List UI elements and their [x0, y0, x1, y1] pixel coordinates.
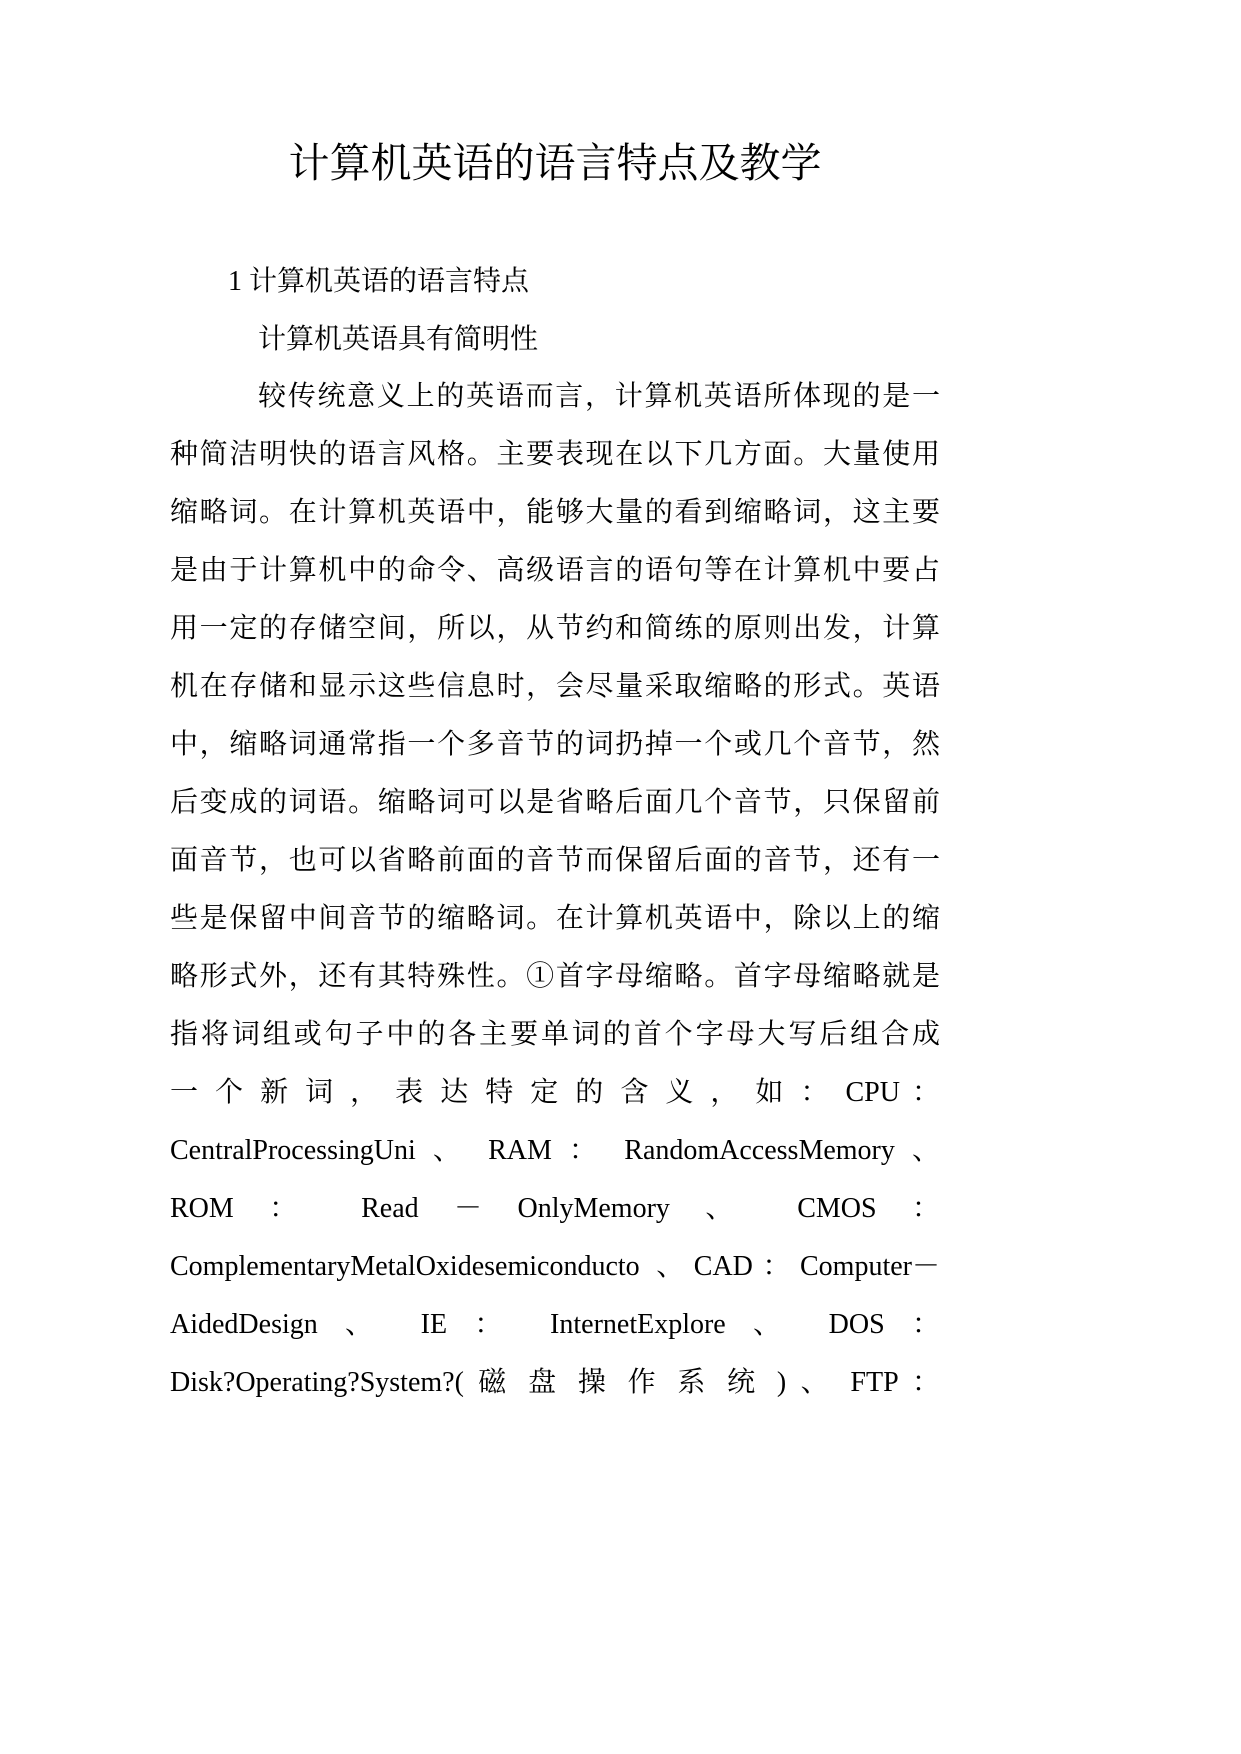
- paragraph-line-text: 面音节，也可以省略前面的音节而保留后面的音节，还有一: [170, 845, 940, 876]
- paragraph-line-text: 一 个 新 词 ， 表 达 特 定 的 含 义 ， 如 ： CPU ：: [170, 1077, 940, 1108]
- paragraph-line: [170, 1354, 940, 1412]
- paragraph-line-text: 后变成的词语。缩略词可以是省略后面几个音节，只保留前: [170, 787, 940, 818]
- paragraph-line-text: 用一定的存储空间，所以，从节约和简练的原则出发，计算: [170, 613, 940, 644]
- paragraph-line: [170, 1006, 940, 1064]
- paragraph-line-text: ROM ： Read － OnlyMemory 、 CMOS ：: [170, 1193, 940, 1224]
- paragraph-line-text: AidedDesign 、 IE ： InternetExplore 、 DOS ：: [170, 1309, 940, 1340]
- paragraph-line: [170, 774, 940, 832]
- section-heading: 1 计算机英语的语言特点: [228, 266, 530, 297]
- paragraph-line-text: CentralProcessingUni 、 RAM ： RandomAccessMemory 、: [170, 1135, 940, 1166]
- paragraph-line: [170, 890, 940, 948]
- paragraph-line-text: 是由于计算机中的命令、高级语言的语句等在计算机中要占: [170, 555, 940, 586]
- paragraph-line: [170, 1064, 940, 1122]
- paragraph-line-text: 缩略词。在计算机英语中，能够大量的看到缩略词，这主要: [170, 497, 940, 528]
- paragraph-line: [170, 1122, 940, 1180]
- paragraph-line: [170, 1180, 940, 1238]
- paragraph-line: [170, 600, 940, 658]
- paragraph-line: [170, 542, 940, 600]
- paragraph-line: [170, 1238, 940, 1296]
- paragraph-line: [170, 716, 940, 774]
- subheading: 计算机英语具有简明性: [258, 324, 539, 355]
- paragraph-line-text: 指将词组或句子中的各主要单词的首个字母大写后组合成: [170, 1019, 940, 1050]
- paragraph-line-text: Disk?Operating?System?( 磁 盘 操 作 系 统 ) 、 FTP ：: [170, 1367, 940, 1398]
- paragraph-line-text: ComplementaryMetalOxidesemiconducto 、CAD：Computer－: [170, 1251, 940, 1282]
- paragraph-line-text: 较传统意义上的英语而言，计算机英语所体现的是一: [258, 381, 940, 412]
- paragraph-line: [170, 368, 940, 426]
- paragraph-line-text: 中，缩略词通常指一个多音节的词扔掉一个或几个音节，然: [170, 729, 940, 760]
- paragraph-line: [170, 948, 940, 1006]
- paragraph-line-text: 机在存储和显示这些信息时，会尽量采取缩略的形式。英语: [170, 671, 940, 702]
- paragraph-line-text: 略形式外，还有其特殊性。①首字母缩略。首字母缩略就是: [170, 961, 940, 992]
- paragraph: [170, 368, 940, 1412]
- paragraph-line: [170, 832, 940, 890]
- document-title: 计算机英语的语言特点及教学: [288, 140, 822, 186]
- paragraph-line-text: 种简洁明快的语言风格。主要表现在以下几方面。大量使用: [170, 439, 940, 470]
- paragraph-line-text: 些是保留中间音节的缩略词。在计算机英语中，除以上的缩: [170, 903, 940, 934]
- paragraph-line: [170, 658, 940, 716]
- paragraph-line: [170, 1296, 940, 1354]
- paragraph-line: [170, 484, 940, 542]
- paragraph-line: [170, 426, 940, 484]
